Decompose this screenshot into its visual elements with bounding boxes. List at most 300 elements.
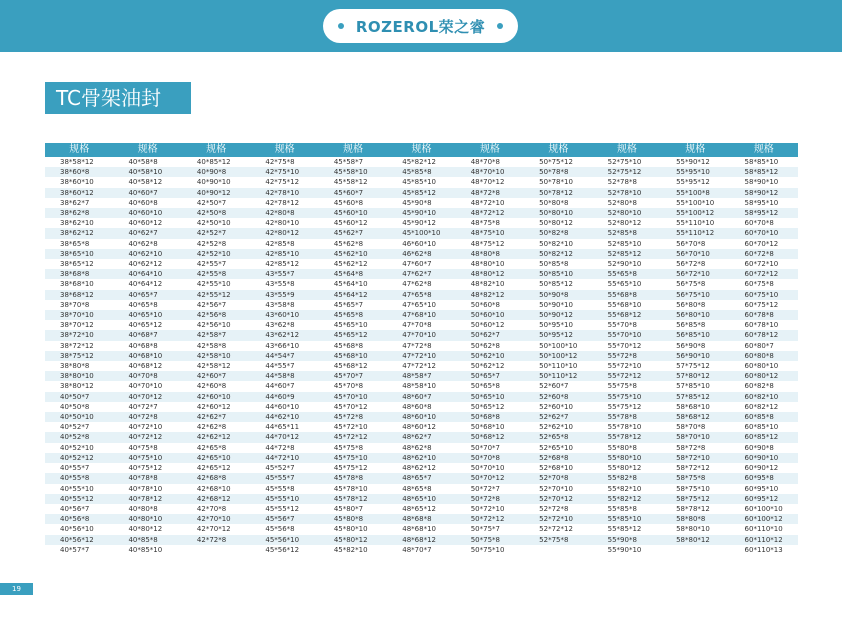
table-cell: 40*80*12 <box>128 525 163 534</box>
table-cell: 40*58*12 <box>128 178 163 187</box>
table-cell: 42*60*12 <box>196 402 231 411</box>
table-cell: 52*72*12 <box>539 525 573 534</box>
table-row <box>45 371 798 381</box>
column-header: 规格 <box>45 143 113 157</box>
table-row <box>45 412 798 422</box>
table-cell: 45*55*7 <box>250 473 318 483</box>
table-cell: 42*58*12 <box>196 362 231 371</box>
table-cell: 42*68*10 <box>196 484 231 493</box>
table-cell: 42*58*8 <box>196 341 227 350</box>
column-header: 规格 <box>182 143 250 157</box>
table-cell: 42*78*10 <box>250 188 318 198</box>
table-cell: 50*70*7 <box>470 443 500 452</box>
table-cell: 52*62*10 <box>539 423 573 432</box>
table-cell: 45*72*10 <box>333 423 368 432</box>
table-cell: 48*82*12 <box>456 290 524 300</box>
table-cell: 40*62*10 <box>113 249 181 259</box>
table-cell: 45*100*10 <box>387 228 455 238</box>
table-cell: 38*62*12 <box>45 228 113 238</box>
table-cell: 40*70*8 <box>113 371 181 381</box>
table-cell: 60*100*10 <box>744 504 783 513</box>
table-cell: 42*80*10 <box>265 219 300 228</box>
table-cell: 48*65*12 <box>402 504 436 513</box>
table-cell: 60*78*10 <box>744 321 779 330</box>
table-row <box>45 494 798 504</box>
table-cell: 56*75*8 <box>676 280 706 289</box>
table-cell: 42*75*12 <box>265 178 300 187</box>
table-row <box>45 208 798 218</box>
table-cell: 40*80*10 <box>113 514 181 524</box>
table-cell: 42*58*7 <box>182 330 250 340</box>
table-row <box>45 443 798 453</box>
table-cell: 38*70*12 <box>60 321 94 330</box>
table-cell: 42*56*10 <box>196 321 231 330</box>
table-cell: 52*70*8 <box>524 473 592 483</box>
table-cell: 50*82*10 <box>539 239 573 248</box>
table-cell: 46*62*8 <box>387 249 455 259</box>
table-row <box>45 402 798 412</box>
table-cell: 52*85*12 <box>593 249 661 259</box>
table-cell: 38*60*12 <box>45 188 113 198</box>
table-row <box>45 422 798 432</box>
table-cell: 45*68*10 <box>319 351 387 361</box>
table-cell: 40*58*8 <box>128 158 158 166</box>
table-cell: 45*68*8 <box>333 341 364 350</box>
table-cell: 50*70*10 <box>470 464 505 473</box>
table-cell: 45*78*12 <box>319 494 387 504</box>
table-cell: 45*58*12 <box>333 178 368 187</box>
table-cell: 50*68*12 <box>456 432 524 442</box>
table-cell: 50*68*8 <box>456 412 524 422</box>
table-cell: 48*75*10 <box>456 228 524 238</box>
table-cell: 40*50*7 <box>45 392 113 402</box>
table-cell: 40*85*10 <box>128 545 163 554</box>
table-cell: 45*70*10 <box>319 392 387 402</box>
table-cell: 55*78*12 <box>593 432 661 442</box>
table-cell: 50*65*10 <box>456 392 524 402</box>
column-header: 规格 <box>456 143 524 157</box>
table-cell: 43*55*9 <box>250 290 318 300</box>
table-cell: 45*90*8 <box>402 198 432 207</box>
table-cell: 44*72*8 <box>265 443 295 452</box>
table-cell: 58*75*8 <box>661 473 729 483</box>
table-cell: 60*90*8 <box>744 443 774 452</box>
table-cell: 40*55*8 <box>45 473 113 483</box>
table-cell: 47*72*8 <box>402 341 432 350</box>
table-cell: 38*62*10 <box>60 219 94 228</box>
table-cell: 42*70*8 <box>196 504 227 513</box>
table-cell: 38*60*8 <box>45 167 113 177</box>
table-cell: 48*60*7 <box>387 392 455 402</box>
table-cell: 44*70*12 <box>250 432 318 442</box>
table-cell: 60*95*10 <box>744 484 779 493</box>
table-cell: 45*78*10 <box>333 484 368 493</box>
table-row <box>45 249 798 259</box>
table-cell: 40*57*7 <box>60 545 90 554</box>
table-cell: 56*85*10 <box>661 330 729 340</box>
table-cell: 58*80*10 <box>676 525 710 534</box>
table-cell: 48*70*10 <box>456 167 524 177</box>
table-cell: 56*90*8 <box>676 341 706 350</box>
table-cell: 38*60*10 <box>60 178 94 187</box>
table-cell: 56*72*8 <box>676 260 706 269</box>
table-cell: 44*62*10 <box>250 412 318 422</box>
table-cell: 42*80*12 <box>250 228 318 238</box>
table-row <box>45 239 798 249</box>
table-cell: 40*72*8 <box>113 412 181 422</box>
table-cell: 55*68*10 <box>607 300 642 309</box>
table-cell: 40*56*8 <box>45 514 113 524</box>
table-cell: 47*68*10 <box>387 310 455 320</box>
table-cell: 56*75*10 <box>661 290 729 300</box>
table-cell: 47*70*8 <box>402 321 432 330</box>
table-cell: 60*80*12 <box>730 371 798 381</box>
table-cell: 42*62*8 <box>196 423 227 432</box>
table-cell: 40*78*8 <box>113 473 181 483</box>
table-cell: 40*55*10 <box>60 484 94 493</box>
table-cell: 52*78*10 <box>593 188 661 198</box>
table-cell: 45*60*8 <box>333 198 364 207</box>
table-cell: 40*72*7 <box>128 402 158 411</box>
table-cell: 55*90*10 <box>607 545 642 554</box>
table-cell: 42*52*7 <box>182 228 250 238</box>
table-cell: 47*70*10 <box>387 330 455 340</box>
table-cell: 48*62*7 <box>387 432 455 442</box>
table-cell: 60*70*8 <box>744 219 774 228</box>
table-cell: 45*65*7 <box>333 300 364 309</box>
table-cell: 55*85*8 <box>607 504 637 513</box>
table-cell: 48*75*12 <box>470 239 505 248</box>
table-cell: 52*70*10 <box>539 484 573 493</box>
table-row <box>45 392 798 402</box>
table-cell: 42*70*10 <box>182 514 250 524</box>
table-cell: 38*72*10 <box>45 330 113 340</box>
brand-badge <box>323 9 518 43</box>
table-cell: 48*60*8 <box>402 402 432 411</box>
table-cell: 47*62*7 <box>387 269 455 279</box>
table-cell: 42*50*10 <box>196 219 231 228</box>
table-cell: 48*70*12 <box>470 178 505 187</box>
table-cell: 50*68*10 <box>470 423 505 432</box>
table-cell: 58*78*12 <box>676 504 710 513</box>
table-cell: 60*85*12 <box>730 432 798 442</box>
table-cell: 45*55*10 <box>250 494 318 504</box>
table-cell: 50*78*12 <box>524 188 592 198</box>
table-cell: 45*56*8 <box>265 525 295 534</box>
table-cell: 56*72*10 <box>661 269 729 279</box>
table-cell: 38*68*10 <box>60 280 94 289</box>
table-cell: 42*65*8 <box>196 443 227 452</box>
table-cell: 60*70*12 <box>744 239 779 248</box>
table-cell: 47*62*8 <box>402 280 432 289</box>
table-cell: 42*55*8 <box>182 269 250 279</box>
table-cell: 52*90*10 <box>607 260 642 269</box>
table-cell: 55*95*12 <box>676 178 710 187</box>
table-cell: 40*90*10 <box>196 178 231 187</box>
table-cell: 60*75*8 <box>744 280 774 289</box>
table-cell: 55*70*10 <box>593 330 661 340</box>
table-cell: 48*80*12 <box>456 269 524 279</box>
table-cell: 55*80*10 <box>593 453 661 463</box>
table-cell: 48*60*12 <box>402 423 436 432</box>
table-cell: 57*75*12 <box>676 362 710 371</box>
table-cell: 42*80*8 <box>250 208 318 218</box>
table-cell: 38*70*10 <box>45 310 113 320</box>
table-cell: 40*75*12 <box>128 464 163 473</box>
table-cell: 52*75*12 <box>593 167 661 177</box>
table-cell: 44*58*8 <box>250 371 318 381</box>
table-cell: 43*62*8 <box>265 321 295 330</box>
table-cell: 52*80*10 <box>593 208 661 218</box>
table-cell: 40*64*10 <box>113 269 181 279</box>
table-cell: 42*62*12 <box>182 432 250 442</box>
page-number: 19 <box>0 583 33 595</box>
table-cell: 50*90*10 <box>539 300 573 309</box>
table-cell: 50*85*10 <box>524 269 592 279</box>
table-header-row <box>45 143 798 157</box>
table-row <box>45 269 798 279</box>
table-cell: 48*68*8 <box>387 514 455 524</box>
table-row <box>45 514 798 524</box>
table-cell: 55*80*12 <box>607 464 642 473</box>
table-cell <box>182 545 250 555</box>
table-cell: 47*60*7 <box>402 260 432 269</box>
table-cell: 48*58*7 <box>387 371 455 381</box>
table-cell: 40*65*7 <box>113 290 181 300</box>
table-cell: 42*60*10 <box>182 392 250 402</box>
table-cell: 55*65*10 <box>607 280 642 289</box>
column-header: 规格 <box>593 143 661 157</box>
table-cell: 58*68*10 <box>676 402 710 411</box>
table-cell: 42*72*8 <box>182 535 250 545</box>
table-cell: 40*72*10 <box>128 423 163 432</box>
table-cell: 40*72*12 <box>113 432 181 442</box>
table-cell: 45*55*12 <box>265 504 300 513</box>
table-cell: 56*80*8 <box>676 300 706 309</box>
table-cell: 40*65*12 <box>128 321 163 330</box>
table-cell: 52*80*12 <box>607 219 642 228</box>
table-cell: 50*65*8 <box>470 382 500 391</box>
table-cell: 38*68*8 <box>45 269 113 279</box>
table-cell: 45*75*12 <box>333 464 368 473</box>
table-cell: 40*62*7 <box>113 228 181 238</box>
table-cell: 45*85*8 <box>387 167 455 177</box>
table-cell: 52*75*8 <box>524 535 592 545</box>
table-row <box>45 545 798 555</box>
table-row <box>45 341 798 351</box>
table-cell: 60*110*13 <box>744 545 783 554</box>
table-cell: 55*72*8 <box>593 351 661 361</box>
table-cell: 40*56*12 <box>45 535 113 545</box>
table-cell: 60*110*12 <box>730 535 798 545</box>
table-cell: 40*50*10 <box>45 412 113 422</box>
table-cell: 60*75*12 <box>744 300 779 309</box>
table-cell: 55*82*8 <box>593 473 661 483</box>
table-cell: 48*68*12 <box>387 535 455 545</box>
table-cell: 45*65*10 <box>333 321 368 330</box>
table-row <box>45 188 798 198</box>
table-cell: 58*95*12 <box>730 208 798 218</box>
dot-icon <box>338 23 344 29</box>
table-cell: 50*78*10 <box>539 178 573 187</box>
table-cell: 60*75*10 <box>730 290 798 300</box>
table-cell: 58*68*12 <box>661 412 729 422</box>
table-cell: 45*80*7 <box>333 504 364 513</box>
header-bar <box>0 0 842 52</box>
table-cell: 40*75*10 <box>113 453 181 463</box>
table-row <box>45 524 798 534</box>
table-cell: 45*80*8 <box>319 514 387 524</box>
table-cell: 48*62*10 <box>387 453 455 463</box>
table-cell: 42*58*10 <box>182 351 250 361</box>
table-row <box>45 167 798 177</box>
table-cell: 55*110*10 <box>676 219 715 228</box>
table-cell: 60*85*8 <box>730 412 798 422</box>
table-cell: 48*70*8 <box>470 158 500 166</box>
table-row <box>45 228 798 238</box>
table-cell: 43*55*8 <box>265 280 295 289</box>
table-cell: 40*70*12 <box>113 392 181 402</box>
table-cell: 44*60*9 <box>250 392 318 402</box>
table-cell: 45*64*10 <box>333 280 368 289</box>
table-cell: 60*80*8 <box>730 351 798 361</box>
table-cell: 50*75*7 <box>470 525 500 534</box>
table-cell: 55*100*10 <box>676 198 715 207</box>
table-cell: 55*72*12 <box>593 371 661 381</box>
table-cell: 40*65*10 <box>113 310 181 320</box>
table-cell: 50*60*8 <box>470 300 500 309</box>
table-cell: 60*72*12 <box>730 269 798 279</box>
table-cell: 43*62*12 <box>250 330 318 340</box>
table-cell: 40*62*12 <box>128 260 163 269</box>
table-cell: 40*68*10 <box>113 351 181 361</box>
column-header: 规格 <box>387 143 455 157</box>
table-cell: 58*75*12 <box>661 494 729 504</box>
table-cell: 55*78*8 <box>593 412 661 422</box>
table-cell: 45*58*7 <box>333 158 364 166</box>
table-body <box>45 157 798 555</box>
table-cell: 44*60*7 <box>265 382 295 391</box>
table-cell: 50*75*12 <box>539 158 573 166</box>
table-cell: 45*56*7 <box>250 514 318 524</box>
table-cell: 40*60*7 <box>113 188 181 198</box>
table-cell: 50*82*12 <box>524 249 592 259</box>
table-cell: 55*100*12 <box>661 208 729 218</box>
table-cell: 45*78*8 <box>319 473 387 483</box>
table-row <box>45 259 798 269</box>
table-cell: 55*85*12 <box>607 525 642 534</box>
table-cell: 38*72*12 <box>60 341 94 350</box>
table-cell: 45*90*12 <box>402 219 436 228</box>
table-cell: 45*68*12 <box>333 362 368 371</box>
table-cell: 48*65*7 <box>387 473 455 483</box>
table-cell: 50*72*8 <box>456 494 524 504</box>
table-cell: 45*80*12 <box>319 535 387 545</box>
table-cell: 52*78*8 <box>607 178 637 187</box>
table-cell: 52*68*8 <box>524 453 592 463</box>
table-cell: 45*72*12 <box>319 432 387 442</box>
table-row <box>45 198 798 208</box>
table-cell: 50*85*12 <box>539 280 573 289</box>
table-cell: 48*60*10 <box>387 412 455 422</box>
table-cell: 58*80*8 <box>661 514 729 524</box>
table-cell: 50*60*12 <box>470 321 505 330</box>
table-cell: 38*70*8 <box>60 300 90 309</box>
table-cell: 50*60*10 <box>456 310 524 320</box>
table-cell: 40*50*8 <box>60 402 90 411</box>
table-cell: 60*82*10 <box>730 392 798 402</box>
table-cell: 52*68*10 <box>539 464 573 473</box>
table-cell: 44*54*7 <box>250 351 318 361</box>
table-row <box>45 432 798 442</box>
table-cell: 55*65*8 <box>593 269 661 279</box>
table-cell: 42*65*12 <box>196 464 231 473</box>
table-cell: 50*100*10 <box>539 341 578 350</box>
table-cell: 48*80*8 <box>456 249 524 259</box>
table-cell: 50*65*7 <box>456 371 524 381</box>
table-cell: 38*65*10 <box>45 249 113 259</box>
table-cell: 48*68*10 <box>402 525 436 534</box>
table-cell: 55*70*12 <box>607 341 642 350</box>
table-cell: 48*62*8 <box>402 443 432 452</box>
table-cell: 58*72*10 <box>661 453 729 463</box>
table-cell: 40*85*12 <box>196 158 231 166</box>
table-cell: 58*85*10 <box>744 158 779 166</box>
table-cell: 45*60*10 <box>319 208 387 218</box>
table-cell: 50*75*10 <box>470 545 505 554</box>
table-cell: 55*82*10 <box>607 484 642 493</box>
table-cell: 42*65*10 <box>182 453 250 463</box>
table-cell: 45*72*8 <box>319 412 387 422</box>
table-cell: 42*55*12 <box>182 290 250 300</box>
table-cell: 60*90*10 <box>730 453 798 463</box>
table-cell: 56*90*10 <box>661 351 729 361</box>
table-cell: 45*65*12 <box>319 330 387 340</box>
table-cell: 50*78*8 <box>524 167 592 177</box>
table-cell: 42*56*8 <box>182 310 250 320</box>
table-cell: 38*65*8 <box>60 239 90 248</box>
table-cell: 43*55*7 <box>250 269 318 279</box>
table-cell: 47*65*8 <box>387 290 455 300</box>
table-cell: 50*100*12 <box>524 351 592 361</box>
table-cell: 58*90*10 <box>744 178 779 187</box>
table-cell: 45*65*8 <box>319 310 387 320</box>
table-cell: 40*55*12 <box>45 494 113 504</box>
table-cell: 38*80*8 <box>60 362 90 371</box>
table-cell: 48*75*8 <box>470 219 500 228</box>
table-cell: 42*85*10 <box>250 249 318 259</box>
table-cell: 45*75*8 <box>333 443 364 452</box>
table-cell: 60*85*10 <box>744 423 779 432</box>
table-cell: 58*80*12 <box>661 535 729 545</box>
table-cell: 45*56*10 <box>250 535 318 545</box>
table-cell: 50*72*10 <box>470 504 505 513</box>
table-cell: 60*90*12 <box>744 464 779 473</box>
table-cell: 42*60*8 <box>196 382 227 391</box>
table-cell: 50*62*8 <box>470 341 500 350</box>
table-row <box>45 351 798 361</box>
table-cell: 52*60*10 <box>539 402 573 411</box>
table-cell: 50*80*10 <box>524 208 592 218</box>
table-cell: 40*58*10 <box>113 167 181 177</box>
table-cell: 42*75*10 <box>250 167 318 177</box>
table-cell: 60*80*7 <box>744 341 774 350</box>
table-cell: 55*110*12 <box>661 228 729 238</box>
table-row <box>45 330 798 340</box>
table-cell: 50*90*8 <box>524 290 592 300</box>
table-cell: 50*62*10 <box>456 351 524 361</box>
table-cell: 38*80*10 <box>45 371 113 381</box>
